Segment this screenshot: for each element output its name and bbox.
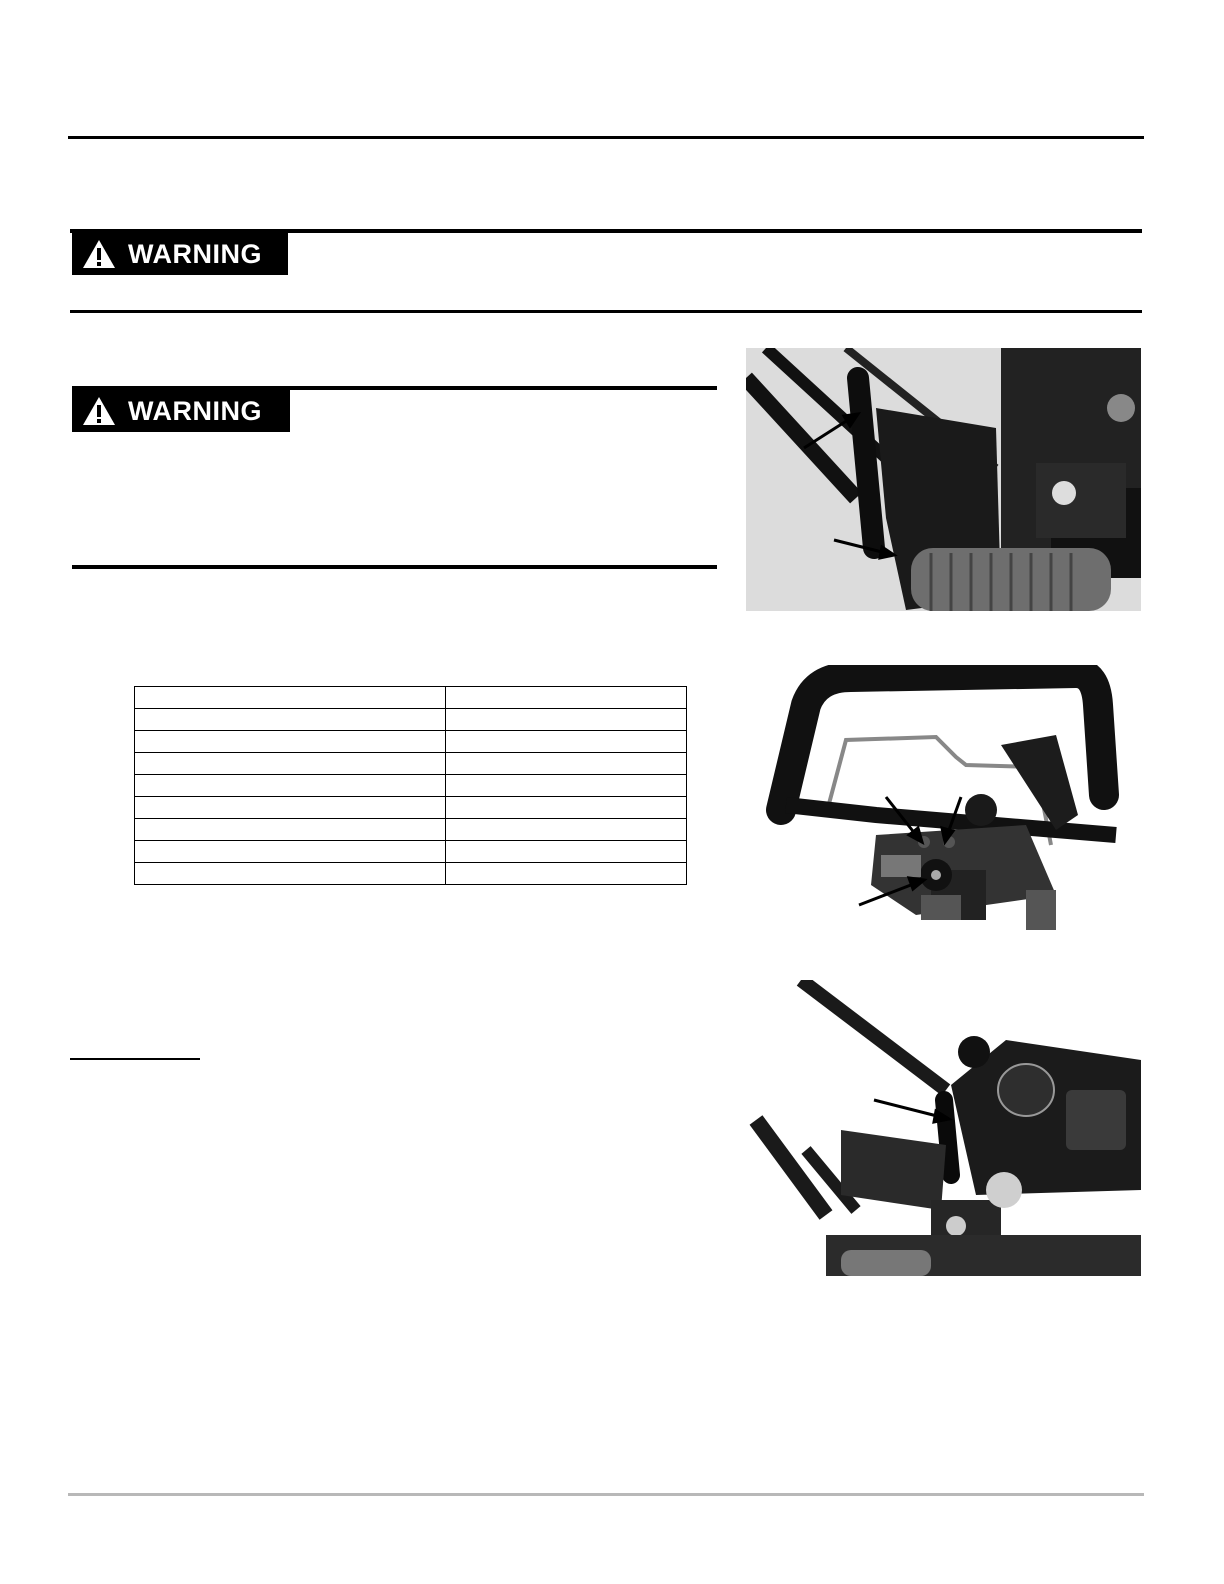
table-cell: [135, 841, 446, 863]
table-row: [135, 687, 687, 709]
table-cell: [446, 709, 687, 731]
warning-bottom-rule: [70, 310, 1142, 313]
table-row: [135, 753, 687, 775]
table-cell: [446, 863, 687, 885]
table-cell: [135, 797, 446, 819]
table-cell: [135, 775, 446, 797]
table-cell: [135, 687, 446, 709]
warning-badge-section: [72, 390, 290, 432]
warning-label: WARNING: [128, 395, 262, 426]
footer-rule: [68, 1493, 1144, 1496]
photo-engine-lever: [746, 980, 1141, 1276]
table-cell: [446, 775, 687, 797]
table-cell: [446, 797, 687, 819]
table-row: [135, 709, 687, 731]
table-cell: [135, 863, 446, 885]
section-heading-underline: [70, 1058, 200, 1060]
table-cell: [135, 819, 446, 841]
warning-triangle-icon: [82, 395, 116, 427]
table-row: [135, 841, 687, 863]
section-warning-bottom-rule: [72, 565, 717, 569]
table-cell: [135, 753, 446, 775]
table-cell: [135, 731, 446, 753]
warning-label: WARNING: [128, 238, 262, 269]
photo-handle-lever: [746, 348, 1141, 611]
warning-triangle-icon: [82, 238, 116, 270]
warning-badge-top: [72, 233, 288, 275]
table-row: [135, 775, 687, 797]
spec-table: [134, 686, 687, 885]
table-cell: [446, 753, 687, 775]
photo-handlebar-knobs: [756, 665, 1141, 935]
table-row: [135, 863, 687, 885]
table-cell: [446, 819, 687, 841]
table-cell: [446, 731, 687, 753]
table-row: [135, 819, 687, 841]
table-cell: [135, 709, 446, 731]
table-row: [135, 797, 687, 819]
table-cell: [446, 687, 687, 709]
table-cell: [446, 841, 687, 863]
table-row: [135, 731, 687, 753]
header-rule: [68, 136, 1144, 139]
